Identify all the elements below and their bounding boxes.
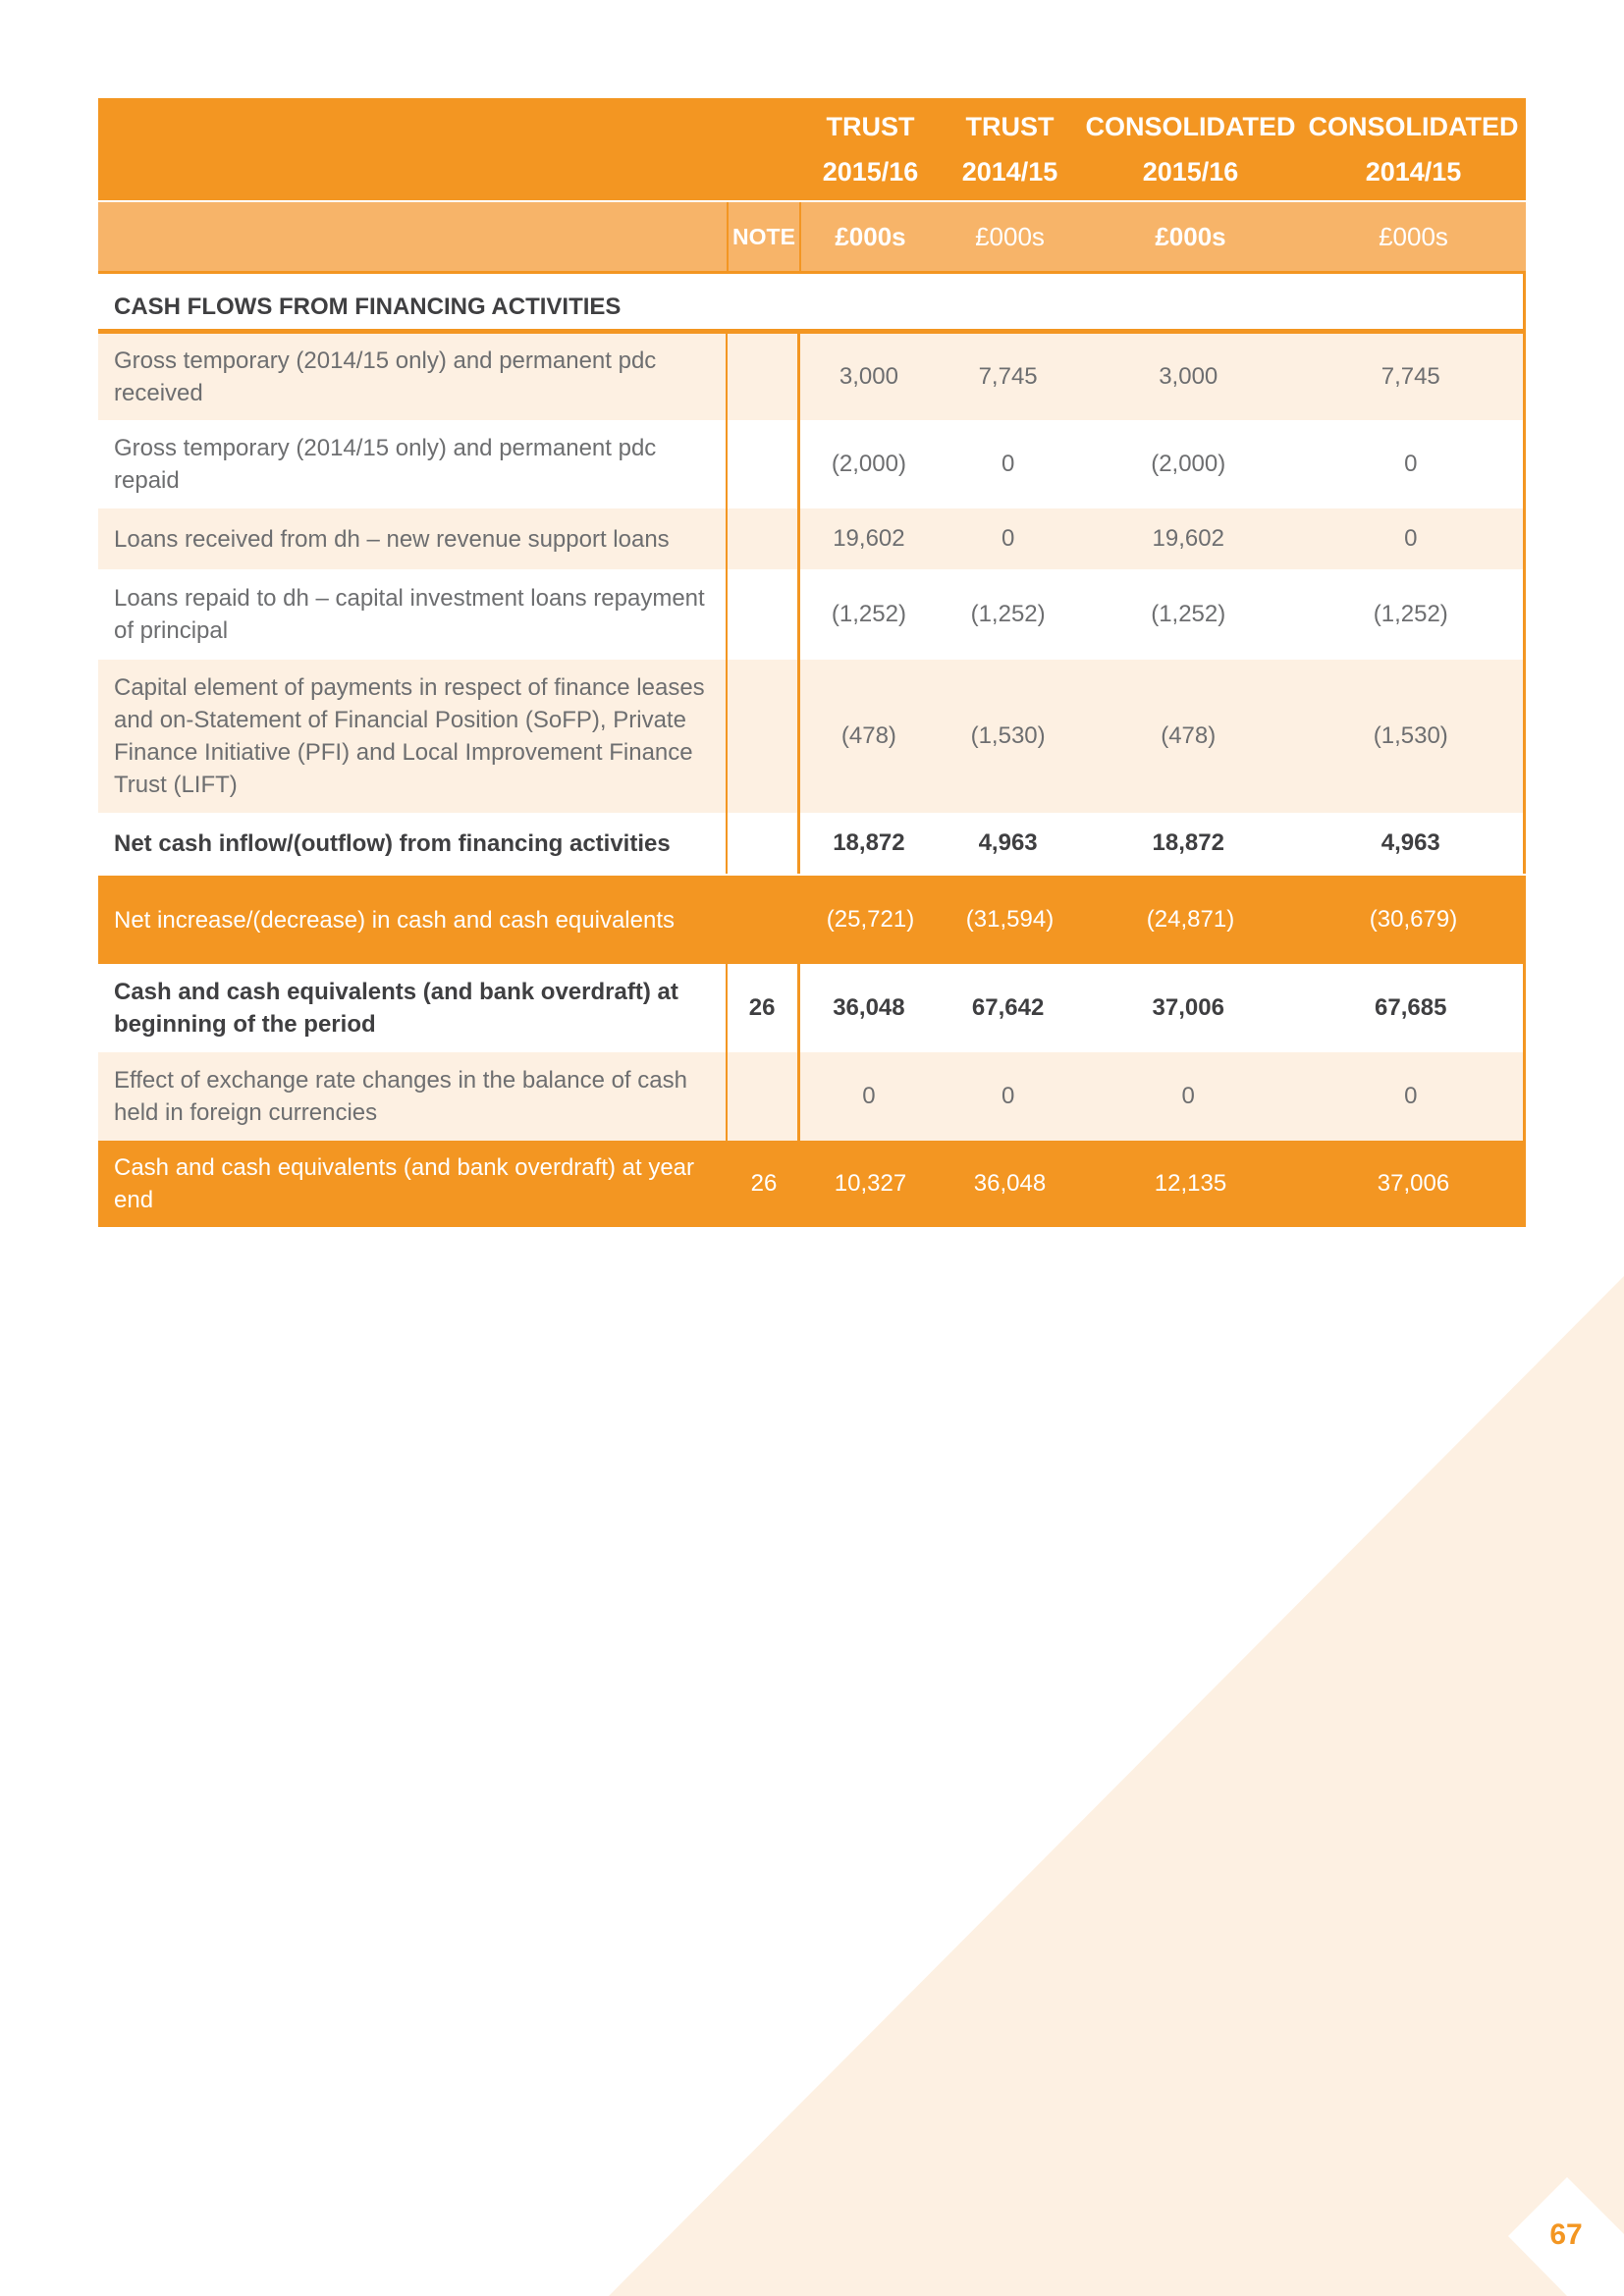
row-label: Capital element of payments in respect of finance leases and on-Statement of Financial Position (SoFP), Private Finance Initiative (PFI) and Local Improvement Finance Trust (LIFT)	[114, 674, 705, 798]
unit-consolidated-2015: £000s	[1155, 221, 1226, 251]
value-trust-2015: (25,721)	[826, 906, 915, 933]
value-consolidated-2014: 0	[1404, 525, 1418, 552]
unit-consolidated-2014: £000s	[1379, 221, 1448, 251]
value-trust-2014: (1,530)	[970, 722, 1046, 749]
header-row-titles	[98, 98, 1526, 200]
table-row	[98, 569, 1526, 660]
table-row	[98, 334, 1526, 420]
row-label: Loans repaid to dh – capital investment loans repayment of principal	[114, 585, 705, 644]
value-consolidated-2015: 37,006	[1152, 994, 1224, 1021]
value-consolidated-2015: (478)	[1161, 722, 1217, 749]
value-consolidated-2014: 0	[1404, 1083, 1418, 1109]
value-consolidated-2015: 3,000	[1159, 363, 1218, 390]
value-consolidated-2014: (1,252)	[1373, 601, 1448, 627]
table-row-subtotal	[98, 813, 1526, 874]
value-trust-2014: 7,745	[978, 363, 1038, 390]
row-label: Loans received from dh – new revenue support loans	[114, 525, 670, 553]
value-consolidated-2014: 7,745	[1380, 363, 1440, 390]
page-number: 67	[1549, 2218, 1583, 2251]
col-header-trust-2014: TRUST 2014/15	[961, 112, 1058, 187]
value-trust-2014: 36,048	[973, 1170, 1047, 1197]
row-note	[726, 813, 800, 874]
col-header-trust-2015: TRUST 2015/16	[822, 112, 919, 187]
value-trust-2014: 0	[1001, 525, 1015, 552]
row-note	[726, 569, 800, 660]
col-header-consolidated-2015: CONSOLIDATED 2015/16	[1085, 112, 1296, 187]
table-row	[98, 508, 1526, 569]
value-trust-2015: (1,252)	[831, 601, 906, 627]
row-label: Net cash inflow/(outflow) from financing activities	[114, 829, 671, 857]
value-trust-2015: 36,048	[833, 994, 905, 1021]
table-row-highlight	[98, 876, 1526, 964]
table-row	[98, 1052, 1526, 1141]
value-trust-2014: 0	[1001, 1083, 1015, 1109]
value-trust-2014: (1,252)	[970, 601, 1046, 627]
section-title-row	[98, 271, 1526, 334]
row-note	[726, 1052, 800, 1141]
header-label-blank	[98, 98, 727, 200]
row-note	[726, 334, 800, 420]
value-consolidated-2014: (30,679)	[1369, 906, 1458, 933]
table-row	[98, 420, 1526, 508]
row-label: Net increase/(decrease) in cash and cash equivalents	[114, 906, 675, 934]
value-consolidated-2014: 37,006	[1377, 1170, 1450, 1197]
value-trust-2015: 10,327	[834, 1170, 907, 1197]
row-label: Effect of exchange rate changes in the balance of cash held in foreign currencies	[114, 1067, 687, 1126]
value-trust-2014: 67,642	[971, 994, 1045, 1021]
value-consolidated-2015: 12,135	[1154, 1170, 1227, 1197]
value-consolidated-2014: 67,685	[1375, 994, 1447, 1021]
value-consolidated-2015: (1,252)	[1151, 601, 1226, 627]
note-header: NOTE	[727, 202, 801, 271]
header-note-blank	[727, 98, 801, 200]
table-row-highlight	[98, 1141, 1526, 1227]
value-trust-2014: 0	[1001, 451, 1015, 477]
row-note	[726, 420, 800, 508]
value-consolidated-2014: (1,530)	[1373, 722, 1448, 749]
table-row	[98, 660, 1526, 813]
value-consolidated-2015: (2,000)	[1151, 451, 1226, 477]
row-label: Gross temporary (2014/15 only) and permanent pdc received	[114, 347, 657, 406]
value-consolidated-2015: 18,872	[1152, 829, 1224, 856]
row-note	[726, 660, 800, 813]
value-trust-2015: (478)	[840, 722, 896, 749]
value-trust-2015: 19,602	[833, 525, 905, 552]
value-trust-2015: 0	[862, 1083, 876, 1109]
row-note: 26	[726, 964, 800, 1052]
value-consolidated-2015: 19,602	[1152, 525, 1224, 552]
row-label: Cash and cash equivalents (and bank overdraft) at year end	[114, 1154, 695, 1213]
value-consolidated-2015: (24,871)	[1146, 906, 1235, 933]
row-label: Gross temporary (2014/15 only) and permanent pdc repaid	[114, 435, 657, 494]
value-trust-2014: 4,963	[978, 829, 1038, 856]
value-trust-2015: 3,000	[839, 363, 898, 390]
table-row	[98, 964, 1526, 1052]
value-consolidated-2014: 4,963	[1380, 829, 1440, 856]
header-row-units	[98, 202, 1526, 271]
value-consolidated-2014: 0	[1404, 451, 1418, 477]
unit-trust-2015: £000s	[835, 221, 906, 251]
row-label: Cash and cash equivalents (and bank overdraft) at beginning of the period	[114, 979, 678, 1038]
value-trust-2014: (31,594)	[965, 906, 1055, 933]
value-trust-2015: 18,872	[833, 829, 905, 856]
col-header-consolidated-2014: CONSOLIDATED 2014/15	[1308, 112, 1519, 187]
value-trust-2015: (2,000)	[831, 451, 906, 477]
row-note: 26	[750, 1170, 778, 1197]
row-note	[726, 508, 800, 569]
section-title: CASH FLOWS FROM FINANCING ACTIVITIES	[114, 293, 622, 320]
unit-trust-2014: £000s	[975, 221, 1045, 251]
value-consolidated-2015: 0	[1181, 1083, 1195, 1109]
